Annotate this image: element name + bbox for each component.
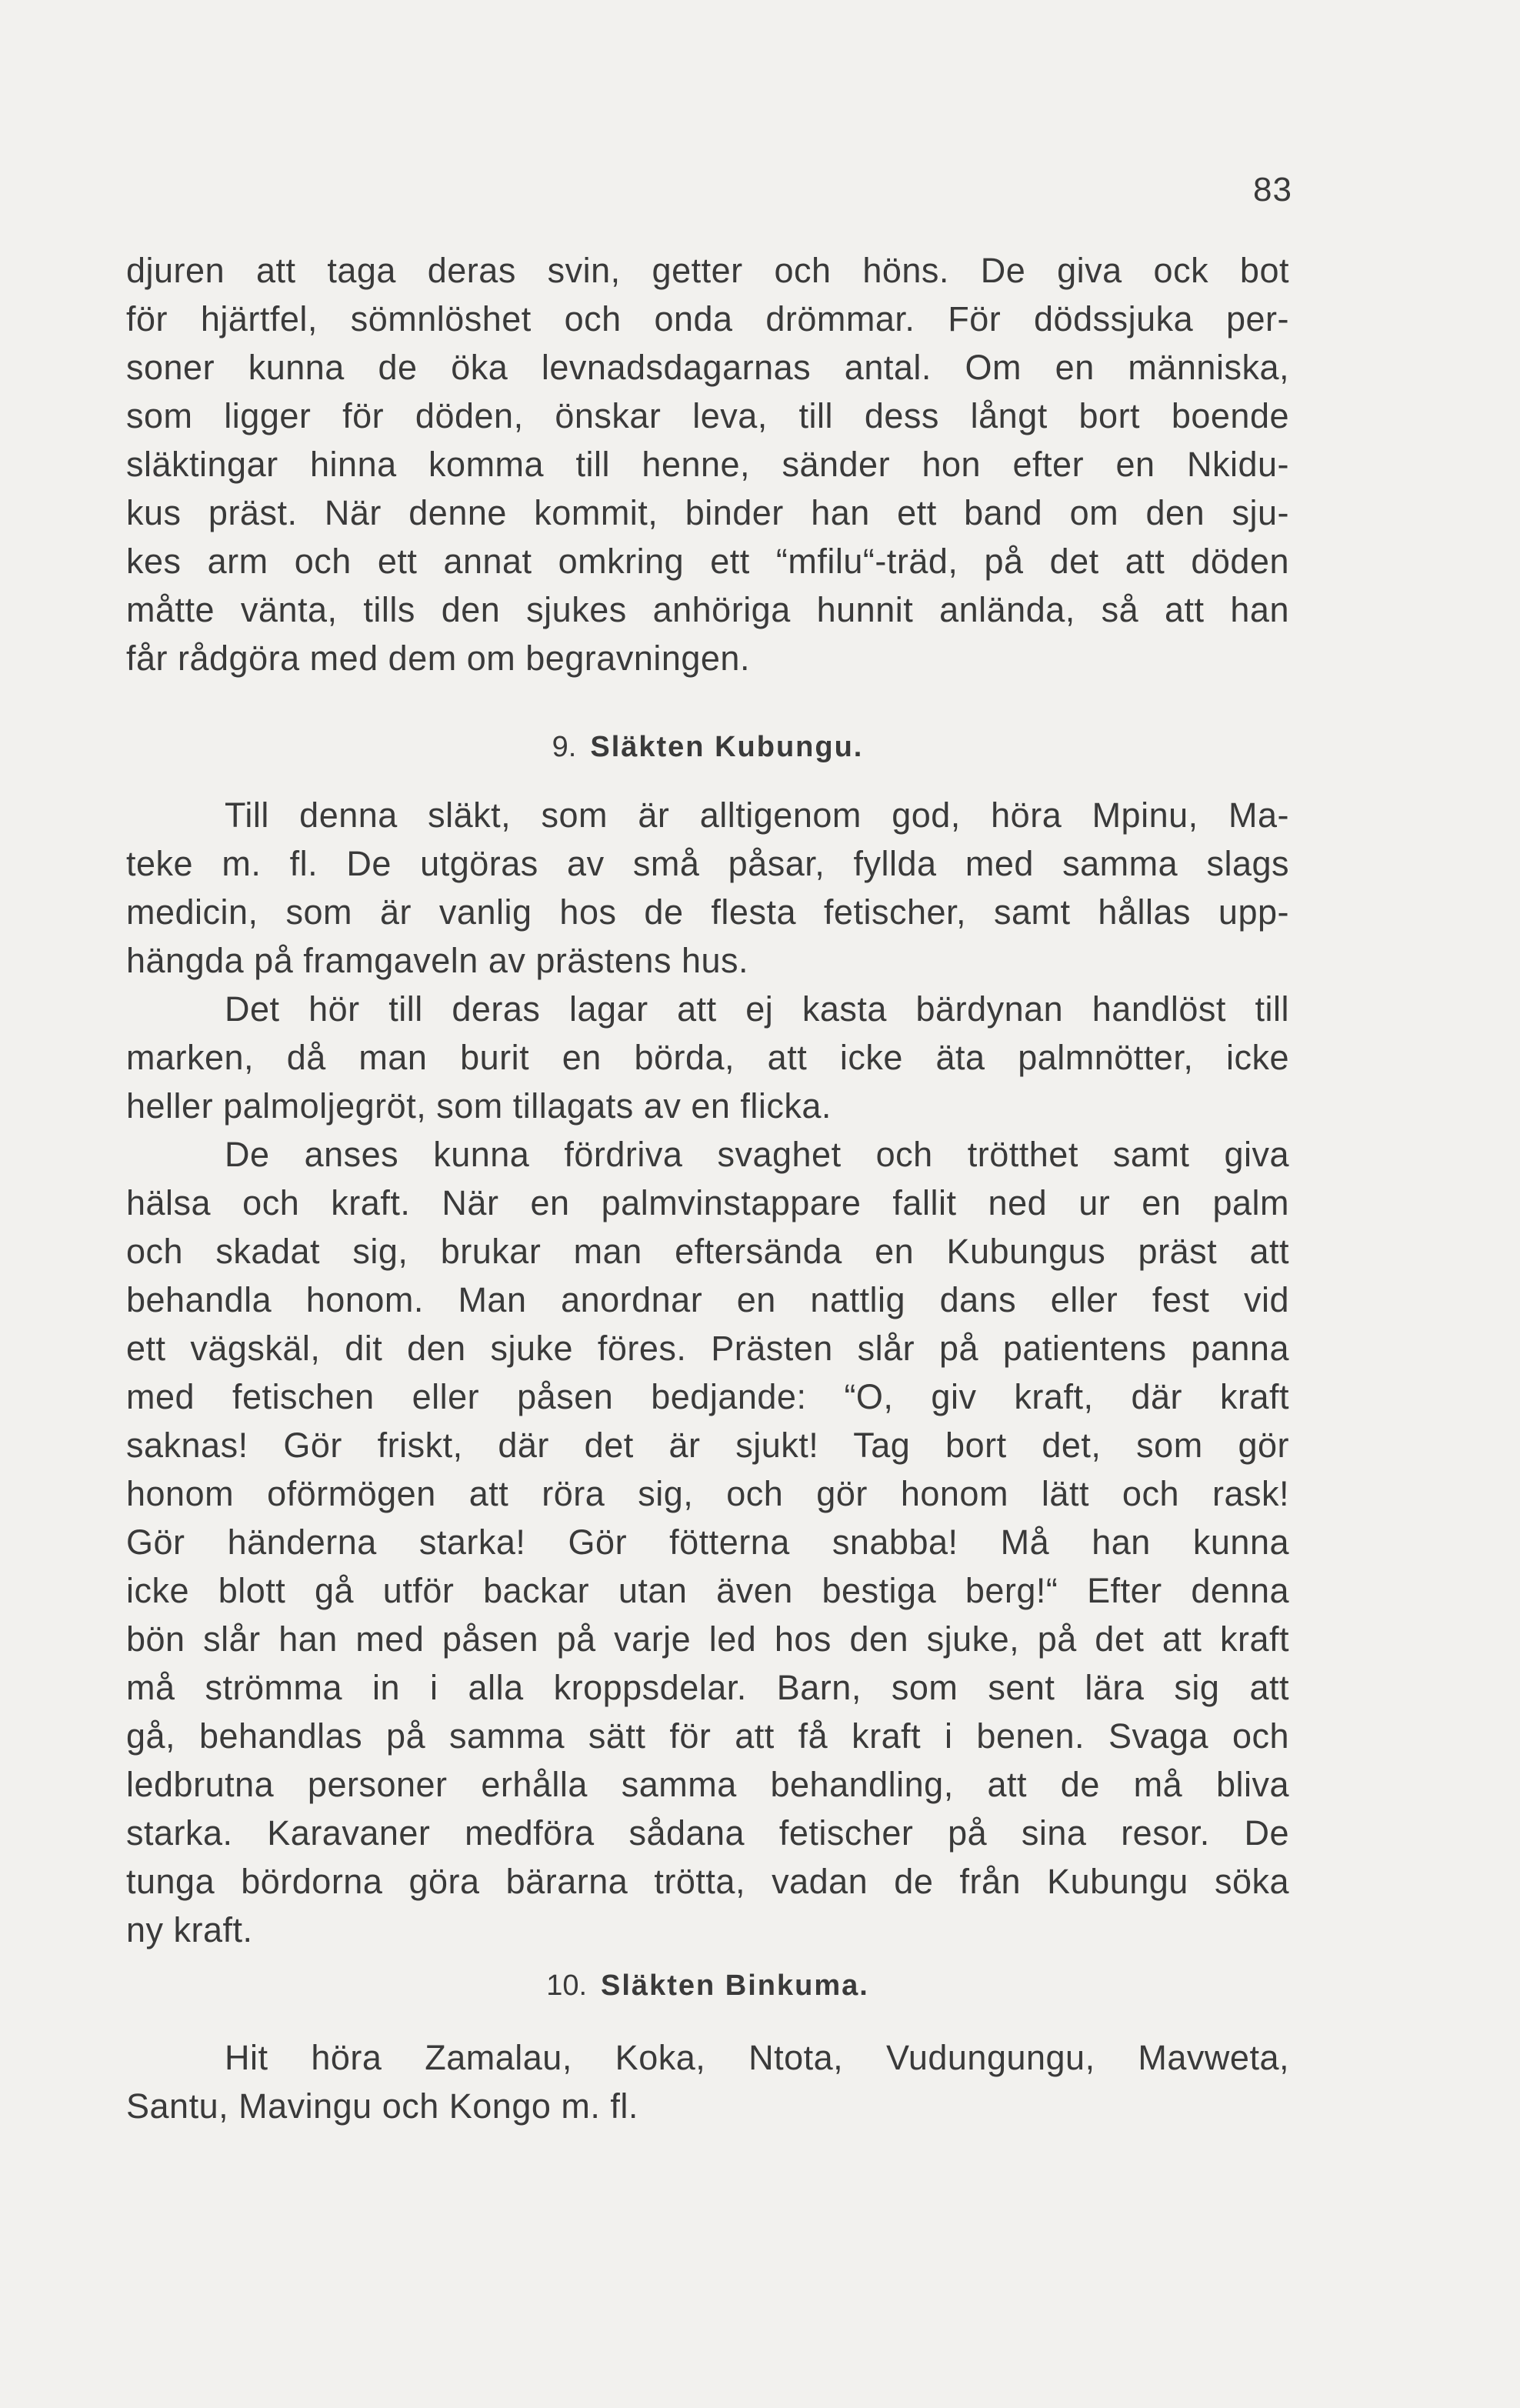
section-heading-10 xyxy=(126,1966,1289,2005)
text-line: Det hör till deras lagar att ej kasta bärdynan handlöst till xyxy=(225,989,1289,1029)
text-line: bön slår han med påsen på varje led hos den sjuke, på det att kraft xyxy=(126,1619,1289,1659)
text-line: De anses kunna fördriva svaghet och trötthet samt giva xyxy=(225,1135,1289,1174)
text-line: släktingar hinna komma till henne, sänder hon efter en Nkidu- xyxy=(126,445,1289,484)
text-line: djuren att taga deras svin, getter och höns. De giva ock bot xyxy=(126,251,1289,290)
text-line: måtte vänta, tills den sjukes anhöriga hunnit anlända, så att han xyxy=(126,590,1289,629)
text-line: som ligger för döden, önskar leva, till dess långt bort boende xyxy=(126,396,1289,435)
text-line: ny kraft. xyxy=(126,1910,253,1949)
text-line: kus präst. När denne kommit, binder han ett band om den sju- xyxy=(126,493,1289,532)
text-line: och skadat sig, brukar man eftersända en Kubungus präst att xyxy=(126,1232,1289,1271)
text-line: icke blott gå utför backar utan även bestiga berg!“ Efter denna xyxy=(126,1571,1289,1610)
text-line: kes arm och ett annat omkring ett “mfilu“-träd, på det att döden xyxy=(126,542,1289,581)
text-line: heller palmoljegröt, som tillagats av en flicka. xyxy=(126,1086,832,1126)
text-line: för hjärtfel, sömnlöshet och onda drömmar. För dödssjuka per- xyxy=(126,299,1289,339)
top-paragraph xyxy=(126,246,1289,682)
section9-paragraph-1 xyxy=(126,791,1289,985)
text-line: ledbrutna personer erhålla samma behandling, att de må bliva xyxy=(126,1765,1289,1804)
section-number: 10. xyxy=(546,1969,588,2002)
section10-paragraph-1 xyxy=(126,2033,1289,2130)
text-line: marken, då man burit en börda, att icke äta palmnötter, icke xyxy=(126,1038,1289,1077)
text-line: Gör händerna starka! Gör fötterna snabba! Må han kunna xyxy=(126,1523,1289,1562)
section-title: Släkten Kubungu. xyxy=(590,731,864,763)
text-line: hängda på framgaveln av prästens hus. xyxy=(126,941,749,980)
section9-paragraph-3 xyxy=(126,1130,1289,1954)
text-line: hälsa och kraft. När en palmvinstappare fallit ned ur en palm xyxy=(126,1183,1289,1222)
text-line: Santu, Mavingu och Kongo m. fl. xyxy=(126,2086,638,2126)
text-line: Hit höra Zamalau, Koka, Ntota, Vudungungu, Mavweta, xyxy=(225,2038,1289,2077)
text-line: tunga bördorna göra bärarna trötta, vadan de från Kubungu söka xyxy=(126,1862,1289,1901)
text-line: soner kunna de öka levnadsdagarnas antal. Om en människa, xyxy=(126,348,1289,387)
text-line: med fetischen eller påsen bedjande: “O, giv kraft, där kraft xyxy=(126,1377,1289,1416)
text-line: teke m. fl. De utgöras av små påsar, fyllda med samma slags xyxy=(126,844,1289,883)
section-number: 9. xyxy=(552,731,577,763)
text-line: ett vägskäl, dit den sjuke föres. Prästen slår på patientens panna xyxy=(126,1329,1289,1368)
text-line: medicin, som är vanlig hos de flesta fetischer, samt hållas upp- xyxy=(126,892,1289,932)
text-line: må strömma in i alla kroppsdelar. Barn, som sent lära sig att xyxy=(126,1668,1289,1707)
section9-paragraph-2 xyxy=(126,985,1289,1130)
page-number: 83 xyxy=(1253,171,1292,208)
section-title: Släkten Binkuma. xyxy=(601,1969,869,2002)
section-heading-9 xyxy=(126,728,1289,766)
text-line: Till denna släkt, som är alltigenom god, höra Mpinu, Ma- xyxy=(225,795,1289,835)
text-line: starka. Karavaner medföra sådana fetischer på sina resor. De xyxy=(126,1813,1289,1853)
text-line: honom oförmögen att röra sig, och gör honom lätt och rask! xyxy=(126,1474,1289,1513)
text-line: gå, behandlas på samma sätt för att få kraft i benen. Svaga och xyxy=(126,1716,1289,1756)
text-line: får rådgöra med dem om begravningen. xyxy=(126,639,750,678)
text-line: behandla honom. Man anordnar en nattlig dans eller fest vid xyxy=(126,1280,1289,1319)
text-line: saknas! Gör friskt, där det är sjukt! Tag bort det, som gör xyxy=(126,1426,1289,1465)
